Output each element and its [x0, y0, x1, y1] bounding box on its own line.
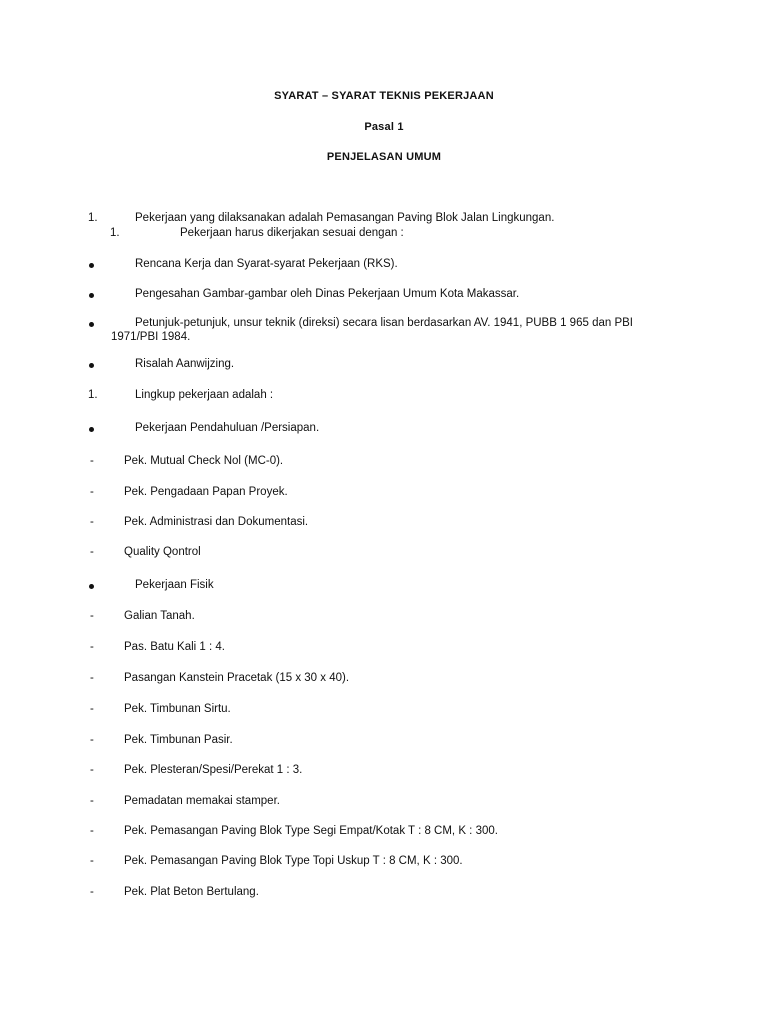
item-text: Risalah Aanwijzing. [135, 358, 235, 370]
chapter-heading: Pasal 1 [364, 121, 404, 133]
document-title: SYARAT – SYARAT TEKNIS PEKERJAAN [274, 90, 494, 102]
section-heading: PENJELASAN UMUM [326, 151, 442, 163]
item-text: Pek. Administrasi dan Dokumentasi. [124, 516, 309, 528]
bullet-marker [89, 363, 94, 368]
item-text: Pek. Pemasangan Paving Blok Type Segi Empat/Kotak T : 8 CM, K : 300. [124, 825, 498, 837]
number-marker: 1. [110, 227, 120, 239]
dash-marker: - [90, 764, 94, 776]
dash-marker: - [90, 610, 94, 622]
item-text: Pekerjaan yang dilaksanakan adalah Pemasangan Paving Blok Jalan Lingkungan. [135, 212, 555, 224]
item-text: Pemadatan memakai stamper. [124, 795, 280, 807]
bullet-marker [89, 584, 94, 589]
dash-marker: - [90, 886, 94, 898]
item-text: Pekerjaan Pendahuluan /Persiapan. [135, 422, 320, 434]
item-text: Rencana Kerja dan Syarat-syarat Pekerjaan (RKS). [135, 258, 398, 270]
item-text: Pek. Mutual Check Nol (MC-0). [124, 455, 284, 467]
item-text-continuation: 1971/PBI 1984. [111, 331, 191, 343]
item-text: Pas. Batu Kali 1 : 4. [124, 641, 226, 653]
item-text: Pek. Timbunan Sirtu. [124, 703, 231, 715]
item-text: Pasangan Kanstein Pracetak (15 x 30 x 40). [124, 672, 350, 684]
item-text: Pengesahan Gambar-gambar oleh Dinas Pekerjaan Umum Kota Makassar. [135, 288, 520, 300]
item-text: Quality Qontrol [124, 546, 201, 558]
dash-marker: - [90, 734, 94, 746]
item-text: Pek. Pemasangan Paving Blok Type Topi Uskup T : 8 CM, K : 300. [124, 855, 463, 867]
dash-marker: - [90, 641, 94, 653]
dash-marker: - [90, 455, 94, 467]
dash-marker: - [90, 672, 94, 684]
bullet-marker [89, 293, 94, 298]
dash-marker: - [90, 855, 94, 867]
dash-marker: - [90, 516, 94, 528]
item-text: Pek. Plat Beton Bertulang. [124, 886, 259, 898]
bullet-marker [89, 263, 94, 268]
dash-marker: - [90, 546, 94, 558]
item-text: Petunjuk-petunjuk, unsur teknik (direksi) secara lisan berdasarkan AV. 1941, PUBB 1 965 dan PBI [135, 317, 633, 329]
dash-marker: - [90, 703, 94, 715]
item-text: Lingkup pekerjaan adalah : [135, 389, 274, 401]
dash-marker: - [90, 795, 94, 807]
item-text: Pek. Pengadaan Papan Proyek. [124, 486, 288, 498]
bullet-marker [89, 322, 94, 327]
item-text: Pekerjaan harus dikerjakan sesuai dengan : [180, 227, 404, 239]
dash-marker: - [90, 486, 94, 498]
number-marker: 1. [88, 389, 98, 401]
item-text: Galian Tanah. [124, 610, 195, 622]
bullet-marker [89, 427, 94, 432]
dash-marker: - [90, 825, 94, 837]
item-text: Pekerjaan Fisik [135, 579, 214, 591]
item-text: Pek. Plesteran/Spesi/Perekat 1 : 3. [124, 764, 303, 776]
number-marker: 1. [88, 212, 98, 224]
item-text: Pek. Timbunan Pasir. [124, 734, 233, 746]
